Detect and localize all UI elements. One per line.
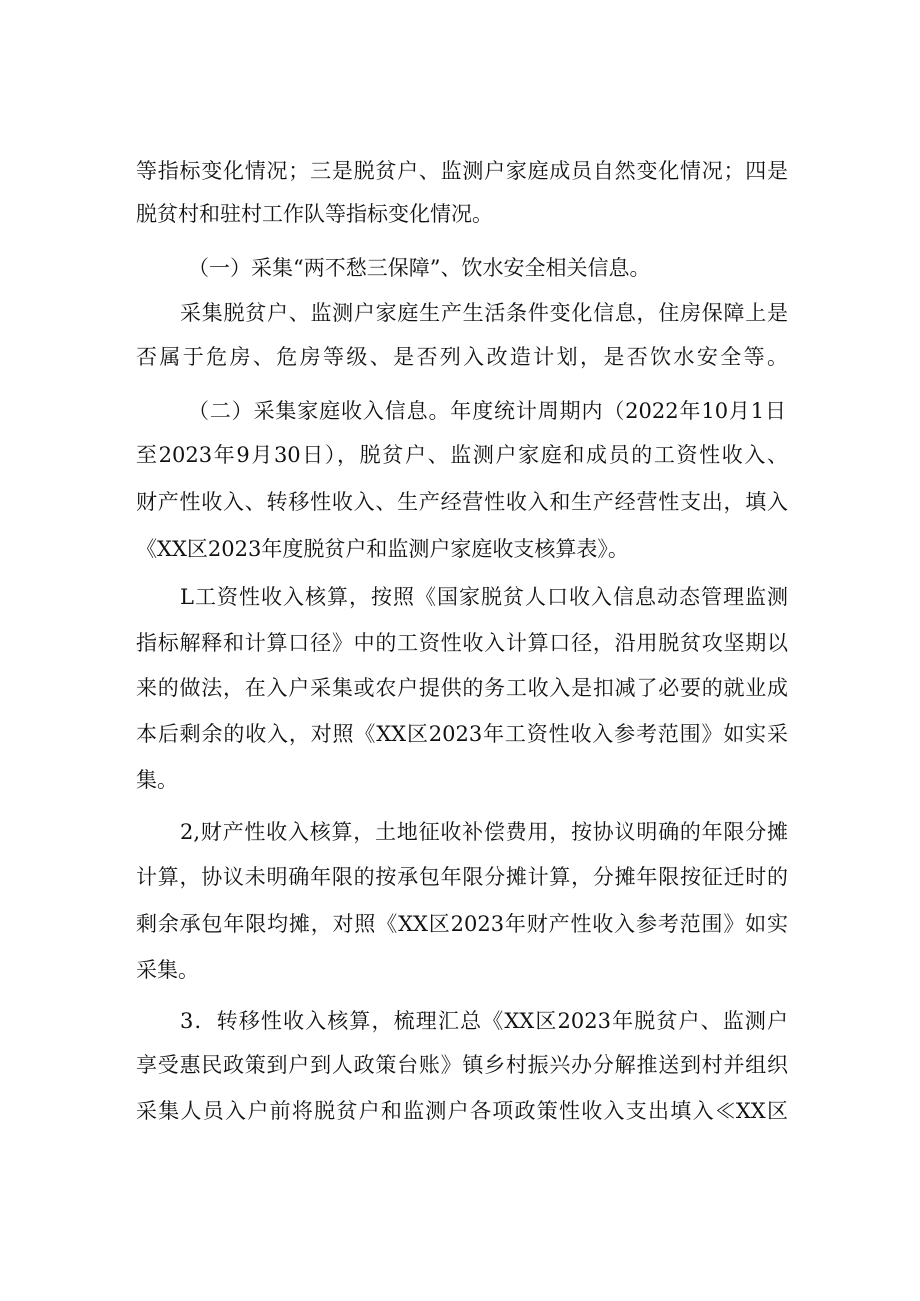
paragraph-line: 否属于危房、危房等级、是否列入改造计划，是否饮水安全等。 bbox=[136, 345, 788, 369]
paragraph-line: L工资性收入核算，按照《国家脱贫人口收入信息动态管理监测 bbox=[180, 585, 788, 609]
paragraph-line: 脱贫村和驻村工作队等指标变化情况。 bbox=[136, 202, 493, 226]
paragraph-line: 采集人员入户前将脱贫户和监测户各项政策性收入支出填入≪XX区 bbox=[136, 1099, 788, 1123]
section-heading: （一）采集“两不愁三保障”、饮水安全相关信息。 bbox=[188, 256, 651, 280]
paragraph-line: 等指标变化情况；三是脱贫户、监测户家庭成员自然变化情况；四是 bbox=[136, 159, 788, 183]
paragraph-line: 2,财产性收入核算，土地征收补偿费用，按协议明确的年限分摊 bbox=[180, 820, 788, 844]
paragraph-line: 3．转移性收入核算，梳理汇总《XX区2023年脱贫户、监测户 bbox=[180, 1009, 788, 1033]
paragraph-line: 本后剩余的收入，对照《XX区2023年工资性收入参考范围》如实采 bbox=[136, 722, 788, 746]
paragraph-line: 《XX区2023年度脱贫户和监测户家庭收支核算表》。 bbox=[136, 537, 629, 561]
paragraph-line: 采集。 bbox=[136, 958, 199, 982]
paragraph-line: 计算，协议未明确年限的按承包年限分摊计算，分摊年限按征迁时的 bbox=[136, 865, 788, 889]
paragraph-line: 集。 bbox=[136, 768, 178, 792]
paragraph-line: 采集脱贫户、监测户家庭生产生活条件变化信息，住房保障上是 bbox=[180, 301, 788, 325]
paragraph-line: 享受惠民政策到户到人政策台账》镇乡村振兴办分解推送到村并组织 bbox=[136, 1053, 788, 1077]
paragraph-line: 剩余承包年限均摊，对照《XX区2023年财产性收入参考范围》如实 bbox=[136, 912, 788, 936]
paragraph-line: 来的做法，在入户采集或农户提供的务工收入是扣减了必要的就业成 bbox=[136, 676, 788, 700]
paragraph-line: 指标解释和计算口径》中的工资性收入计算口径，沿用脱贫攻坚期以 bbox=[136, 631, 788, 655]
paragraph-line: 至2023年9月30日），脱贫户、监测户家庭和成员的工资性收入、 bbox=[136, 443, 788, 467]
section-heading: （二）采集家庭收入信息。年度统计周期内（2022年10月1日 bbox=[188, 399, 786, 423]
paragraph-line: 财产性收入、转移性收入、生产经营性收入和生产经营性支出，填入 bbox=[136, 490, 788, 514]
